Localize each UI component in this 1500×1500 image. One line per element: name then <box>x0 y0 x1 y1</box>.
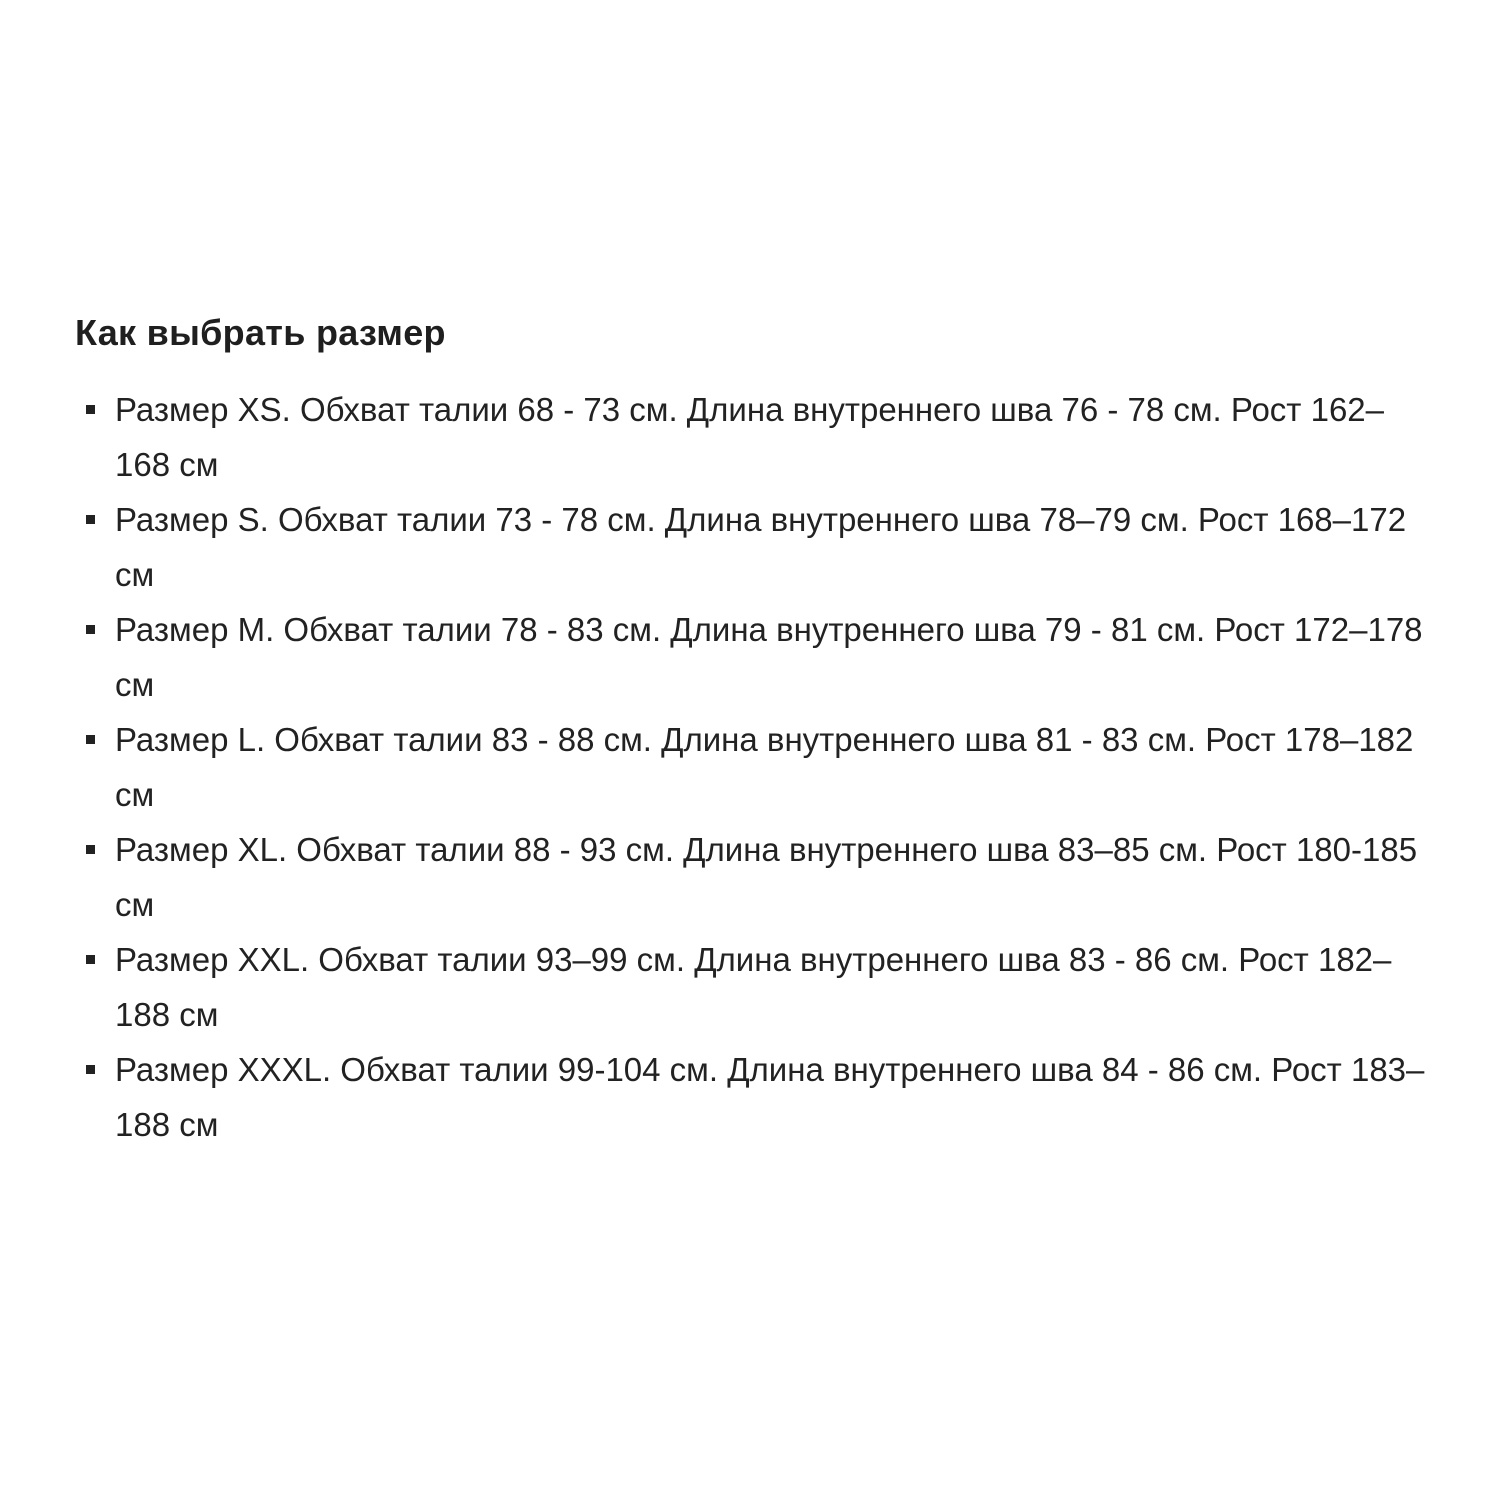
size-item-text: Размер XL. Обхват талии 88 - 93 см. Длина внутреннего шва 83–85 см. Рост 180-185 см <box>115 831 1418 923</box>
list-item <box>0 493 1435 602</box>
size-item-text: Размер XXL. Обхват талии 93–99 см. Длина внутреннего шва 83 - 86 см. Рост 182–188 см <box>115 941 1392 1033</box>
size-item-text: Размер M. Обхват талии 78 - 83 см. Длина внутреннего шва 79 - 81 см. Рост 172–178 см <box>115 611 1423 703</box>
bullet-icon <box>86 515 95 524</box>
list-item <box>0 823 1435 932</box>
page-title: Как выбрать размер <box>75 312 446 353</box>
bullet-icon <box>86 405 95 414</box>
list-item <box>0 933 1435 1042</box>
bullet-icon <box>86 955 95 964</box>
bullet-icon <box>86 625 95 634</box>
bullet-icon <box>86 735 95 744</box>
list-item <box>0 713 1435 822</box>
size-list <box>0 383 1500 1153</box>
size-item-text: Размер XS. Обхват талии 68 - 73 см. Длина внутреннего шва 76 - 78 см. Рост 162–168 см <box>115 391 1385 483</box>
bullet-icon <box>86 845 95 854</box>
size-item-text: Размер S. Обхват талии 73 - 78 см. Длина внутреннего шва 78–79 см. Рост 168–172 см <box>115 501 1407 593</box>
size-item-text: Размер L. Обхват талии 83 - 88 см. Длина внутреннего шва 81 - 83 см. Рост 178–182 см <box>115 721 1414 813</box>
list-item <box>0 383 1435 492</box>
size-item-text: Размер XXXL. Обхват талии 99-104 см. Длина внутреннего шва 84 - 86 см. Рост 183–188 см <box>115 1051 1425 1143</box>
list-item <box>0 1043 1435 1152</box>
bullet-icon <box>86 1065 95 1074</box>
list-item <box>0 603 1435 712</box>
